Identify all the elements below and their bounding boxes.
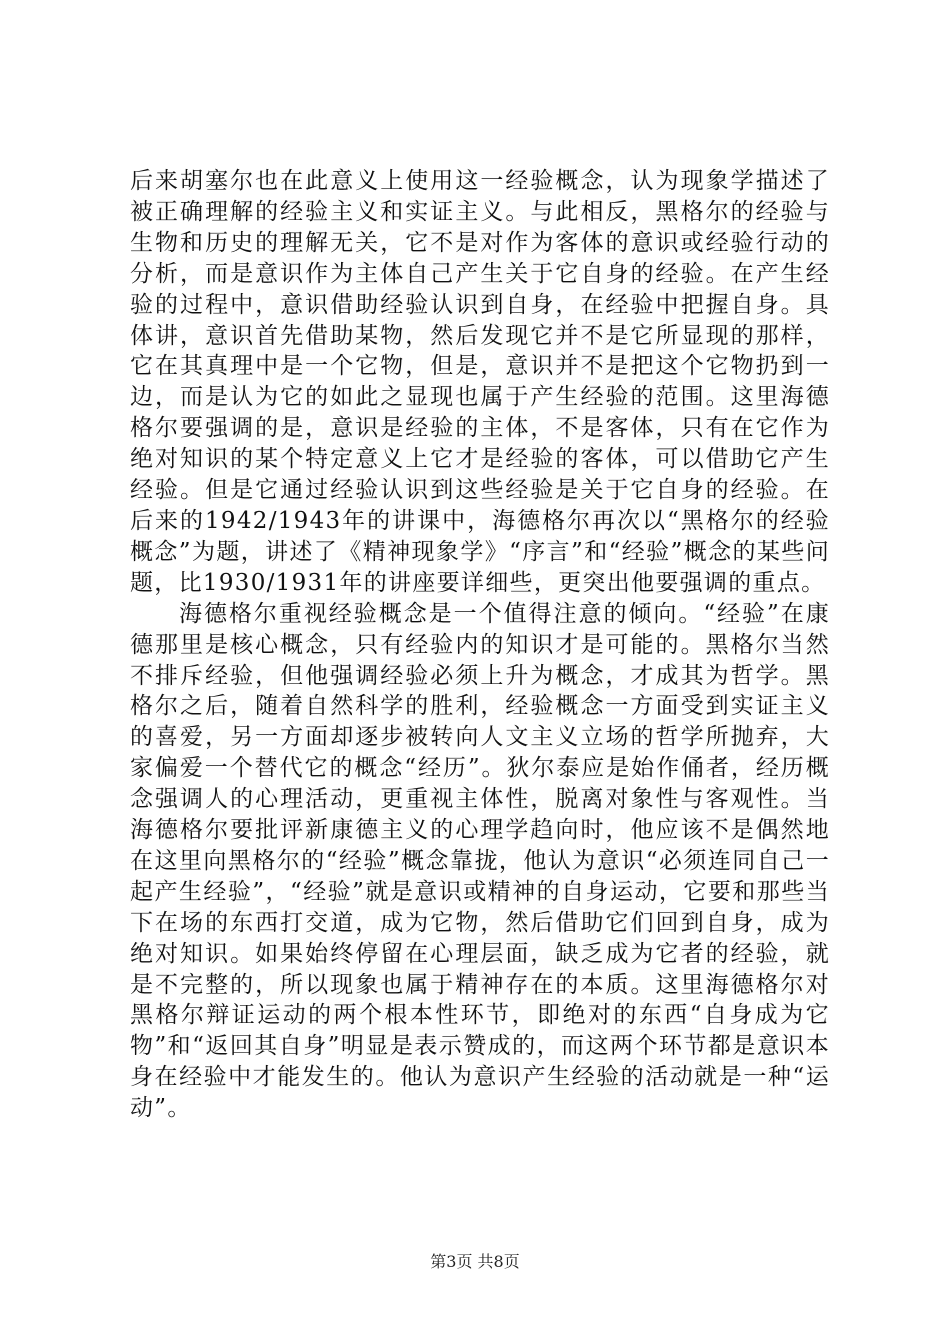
- page-number: 第3页 共8页: [430, 1252, 520, 1271]
- page-footer: [0, 1252, 950, 1272]
- document-body: [130, 166, 830, 1124]
- paragraph-1: 后来胡塞尔也在此意义上使用这一经验概念，认为现象学描述了被正确理解的经验主义和实证主义。与此相反，黑格尔的经验与生物和历史的理解无关，它不是对作为客体的意识或经验行动的分析，而是意识作为主体自己产生关于它自身的经验。在产生经验的过程中，意识借助经验认识到自身，在经验中把握自身。具体讲，意识首先借助某物，然后发现它并不是它所显现的那样，它在其真理中是一个它物，但是，意识并不是把这个它物扔到一边，而是认为它的如此之显现也属于产生经验的范围。这里海德格尔要强调的是，意识是经验的主体，不是客体，只有在它作为绝对知识的某个特定意义上它才是经验的客体，可以借助它产生经验。但是它通过经验认识到这些经验是关于它自身的经验。在后来的1942/1943年的讲课中，海德格尔再次以“黑格尔的经验概念”为题，讲述了《精神现象学》“序言”和“经验”概念的某些问题，比1930/1931年的讲座要详细些，更突出他要强调的重点。: [130, 168, 830, 596]
- paragraph-2: 海德格尔重视经验概念是一个值得注意的倾向。“经验”在康德那里是核心概念，只有经验内的知识才是可能的。黑格尔当然不排斥经验，但他强调经验必须上升为概念，才成其为哲学。黑格尔之后，随着自然科学的胜利，经验概念一方面受到实证主义的喜爱，另一方面却逐步被转向人文主义立场的哲学所抛弃，大家偏爱一个替代它的概念“经历”。狄尔泰应是始作俑者，经历概念强调人的心理活动，更重视主体性，脱离对象性与客观性。当海德格尔要批评新康德主义的心理学趋向时，他应该不是偶然地在这里向黑格尔的“经验”概念靠拢，他认为意识“必须连同自己一起产生经验”，“经验”就是意识或精神的自身运动，它要和那些当下在场的东西打交道，成为它物，然后借助它们回到自身，成为绝对知识。如果始终停留在心理层面，缺乏成为它者的经验，就是不完整的，所以现象也属于精神存在的本质。这里海德格尔对黑格尔辩证运动的两个根本性环节，即绝对的东西“自身成为它物”和“返回其自身”明显是表示赞成的，而这两个环节都是意识本身在经验中才能发生的。他认为意识产生经验的活动就是一种“运动”。: [130, 600, 830, 1122]
